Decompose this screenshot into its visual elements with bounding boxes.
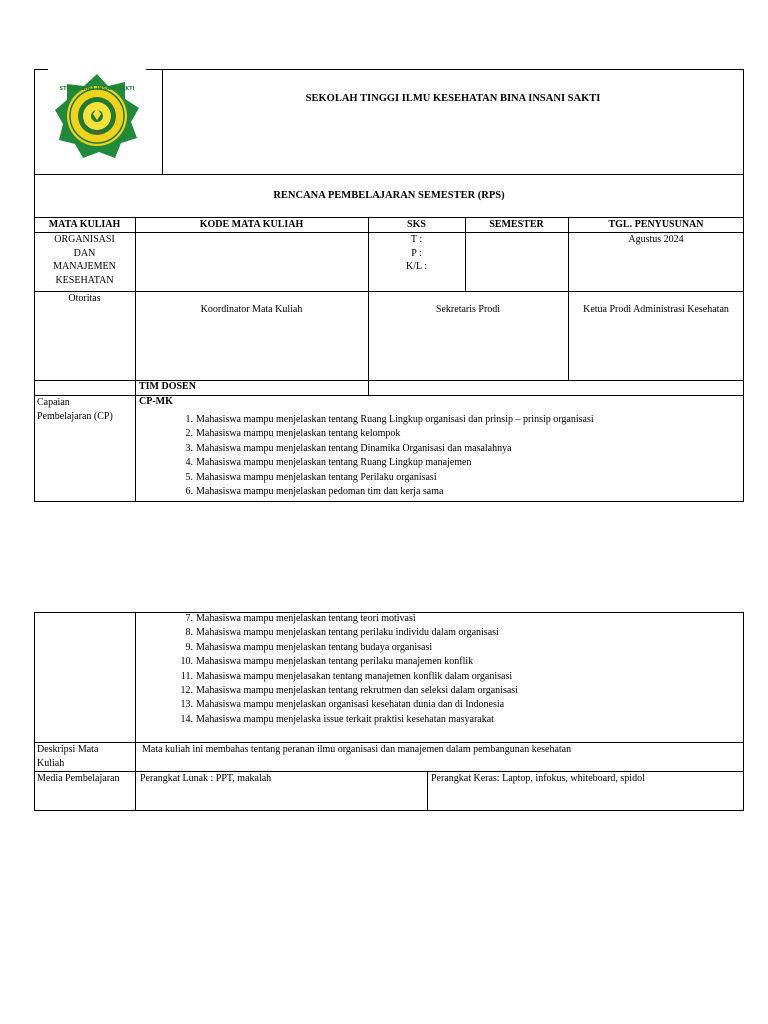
col-line: [427, 771, 428, 811]
deskripsi-text: Mata kuliah ini membahas tentang peranan ilmu organisasi dan manajemen dalam pembangunan kesehatan: [142, 744, 572, 755]
cp-mk-heading: CP-MK: [139, 396, 173, 407]
header-tgl: TGL. PENYUSUNAN: [608, 219, 704, 230]
logo-year: 1978: [91, 130, 103, 135]
list-item: 8. Mahasiswa mampu menjelaskan tentang perilaku individu dalam organisasi: [185, 627, 499, 639]
cp-list-page-2: [179, 612, 518, 727]
list-item: 7. Mahasiswa mampu menjelaskan tentang teori motivasi: [185, 613, 416, 624]
doc-title: RENCANA PEMBELAJARAN SEMESTER (RPS): [273, 190, 505, 201]
capaian-label: Capaian Pembelajaran (CP): [37, 397, 113, 422]
deskripsi-label: Deskripsi Mata Kuliah: [37, 744, 99, 769]
header-kode: KODE MATA KULIAH: [199, 219, 304, 230]
list-item: 9. Mahasiswa mampu menjelaskan tentang budaya organisasi: [185, 641, 433, 653]
koordinator-label: Koordinator Mata Kuliah: [200, 304, 303, 315]
rule: [34, 291, 744, 292]
institution-name: SEKOLAH TINGGI ILMU KESEHATAN BINA INSANI SAKTI: [305, 93, 601, 104]
tim-dosen-label: TIM DOSEN: [139, 381, 196, 392]
list-item: 14. Mahasiswa mampu menjelaska issue terkait praktisi kesehatan masyarakat: [180, 713, 494, 725]
header-sks: SKS: [407, 219, 426, 230]
ketua-label: Ketua Prodi Administrasi Kesehatan: [583, 304, 729, 315]
list-item: 5. Mahasiswa mampu menjelaskan tentang Perilaku organisasi: [185, 471, 437, 483]
list-item: 1. Mahasiswa mampu menjelaskan tentang Ruang Lingkup organisasi dan prinsip – prinsip organisasi: [185, 414, 594, 425]
sks-values: T : P : K/L :: [405, 234, 427, 272]
course-name: ORGANISASI DAN MANAJEMEN KESEHATAN: [53, 234, 116, 286]
col-line: [135, 217, 136, 502]
list-item: 6. Mahasiswa mampu menjelaskan pedoman tim dan kerja sama: [185, 485, 444, 497]
list-item: 3. Mahasiswa mampu menjelaskan tentang Dinamika Organisasi dan masalahnya: [185, 442, 512, 454]
header-divider: [162, 69, 163, 174]
rule: [34, 174, 744, 175]
perangkat-lunak: Perangkat Lunak : PPT, makalah: [140, 773, 272, 784]
perangkat-keras: Perangkat Keras: Laptop, infokus, whiteboard, spidol: [431, 773, 645, 784]
otoritas-label: Otoritas: [68, 293, 101, 304]
list-item: 11. Mahasiswa mampu menjelasakan tentang manajemen konflik dalam organisasi: [180, 670, 513, 682]
tgl-value: Agustus 2024: [628, 234, 684, 245]
sekretaris-label: Sekretaris Prodi: [435, 304, 501, 315]
cp-list-page-1: [179, 413, 594, 499]
header-semester: SEMESTER: [489, 219, 544, 230]
list-item: 4. Mahasiswa mampu menjelaskan tentang Ruang Lingkup manajemen: [185, 457, 472, 469]
list-item: 13. Mahasiswa mampu menjelaskan organisasi kesehatan dunia dan di Indonesia: [180, 699, 505, 711]
stikes-logo: [48, 69, 146, 163]
list-item: 12. Mahasiswa mampu menjelaskan tentang rekrutmen dan seleksi dalam organisasi: [180, 684, 518, 696]
list-item: 2. Mahasiswa mampu menjelaskan tentang kelompok: [185, 428, 401, 440]
media-label: Media Pembelajaran: [37, 773, 120, 784]
list-item: 10. Mahasiswa mampu menjelaskan tentang perilaku manajemen konflik: [180, 656, 474, 668]
col-line: [135, 612, 136, 811]
logo-ring-text: STIKES BINA INSANI SAKTI: [59, 86, 135, 92]
header-mata-kuliah: MATA KULIAH: [48, 219, 121, 230]
